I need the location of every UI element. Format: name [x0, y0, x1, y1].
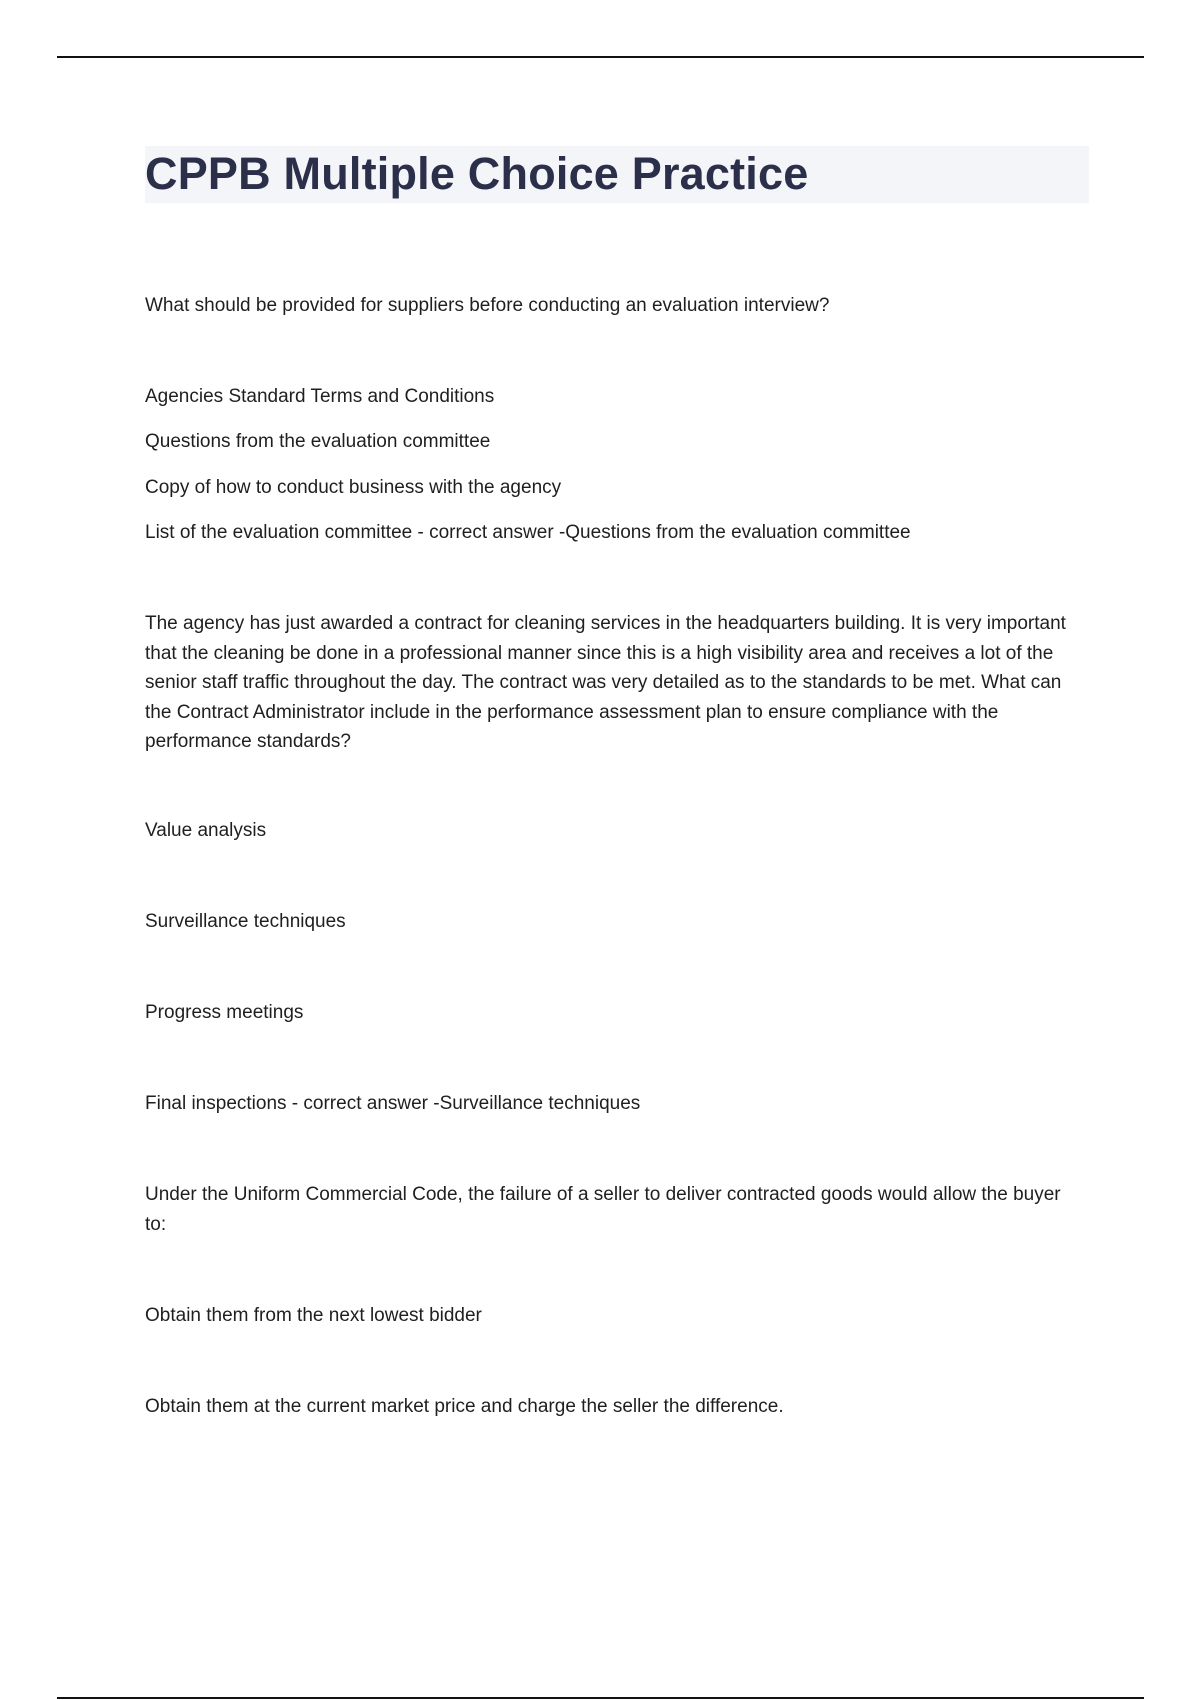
top-rule: [57, 56, 1144, 58]
page-title: CPPB Multiple Choice Practice: [145, 148, 809, 199]
question-1-option-3: Copy of how to conduct business with the agency: [145, 477, 562, 498]
bottom-rule: [57, 1697, 1144, 1699]
question-1-option-1: Agencies Standard Terms and Conditions: [145, 386, 495, 407]
question-1-option-2: Questions from the evaluation committee: [145, 431, 491, 452]
question-1-option-4: List of the evaluation committee - correct answer -Questions from the evaluation committee: [145, 522, 911, 543]
question-2-option-1: Value analysis: [145, 820, 267, 841]
question-2-option-2: Surveillance techniques: [145, 911, 346, 932]
question-3-option-2: Obtain them at the current market price and charge the seller the difference.: [145, 1396, 784, 1417]
question-2-option-3: Progress meetings: [145, 1002, 304, 1023]
question-3-option-1: Obtain them from the next lowest bidder: [145, 1305, 482, 1326]
question-2-option-4: Final inspections - correct answer -Surveillance techniques: [145, 1093, 641, 1114]
question-2-prompt: The agency has just awarded a contract for cleaning services in the headquarters building. It is very important that the cleaning be done in a professional manner since this is a high visibility area and receives a lot of the senior staff traffic throughout the day. The contract was very detailed as to the standards to be met. What can the Contract Administrator include in the performance assessment plan to ensure compliance with the performance standards?: [145, 613, 1066, 752]
question-1-prompt: What should be provided for suppliers before conducting an evaluation interview?: [145, 295, 830, 316]
question-3-prompt: Under the Uniform Commercial Code, the failure of a seller to deliver contracted goods would allow the buyer to:: [145, 1184, 1061, 1235]
